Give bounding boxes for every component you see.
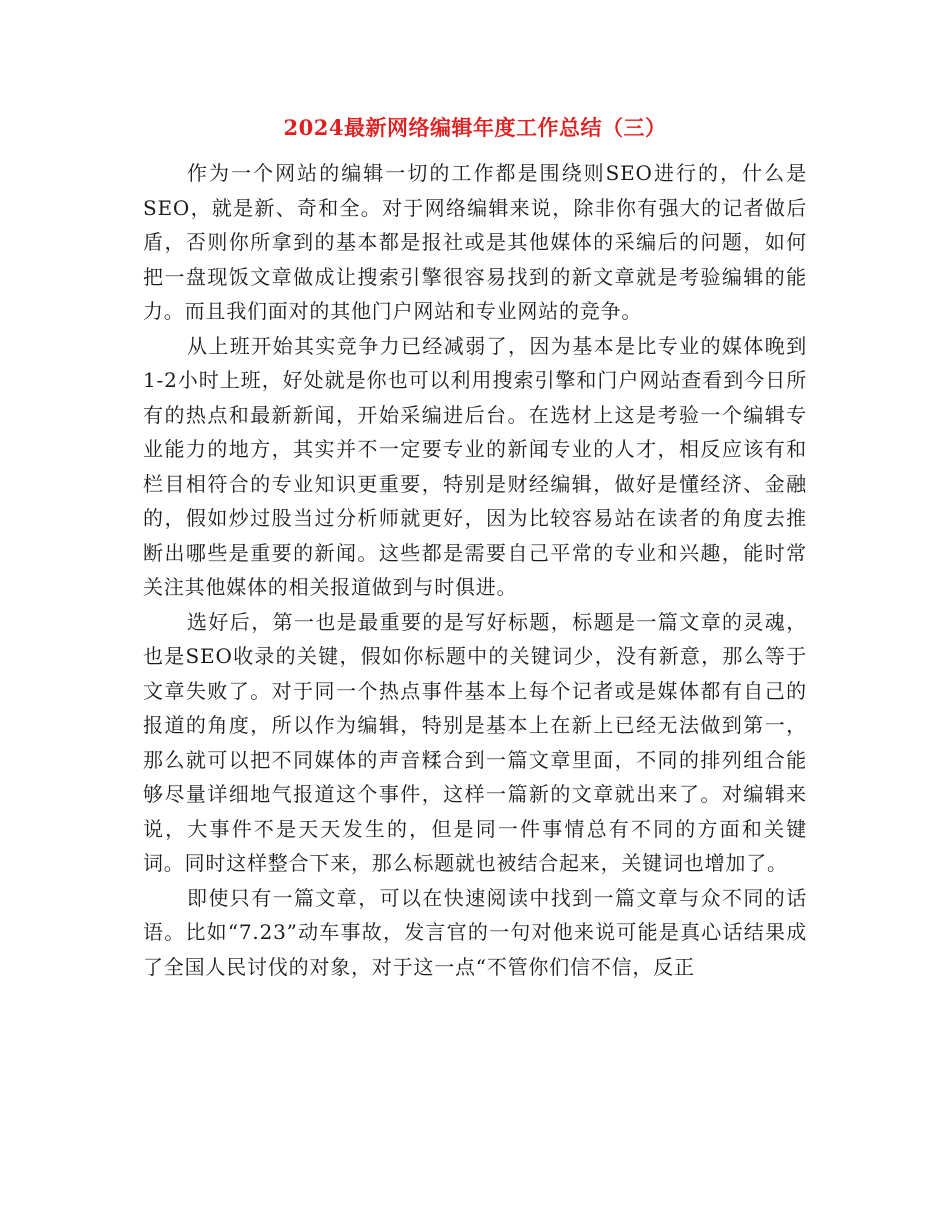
paragraph-3: 选好后，第一也是最重要的是写好标题，标题是一篇文章的灵魂，也是SEO收录的关键，假如你标题中的关键词少，没有新意，那么等于文章失败了。对于同一个热点事件基本上每个记者或是媒体都有自己的报道的角度，所以作为编辑，特别是基本上在新上已经无法做到第一，那么就可以把不同媒体的声音糅合到一篇文章里面，不同的排列组合能够尽量详细地气报道这个事件，这样一篇新的文章就出来了。对编辑来说，大事件不是天天发生的，但是同一件事情总有不同的方面和关键词。同时这样整合下来，那么标题就也被结合起来，关键词也增加了。: [143, 609, 807, 875]
paragraph-4: 即使只有一篇文章，可以在快速阅读中找到一篇文章与众不同的话语。比如“7.23”动车事故，发言官的一句对他来说可能是真心话结果成了全国人民讨伐的对象，对于这一点“不管你们信不信，反正: [143, 885, 807, 979]
paragraph-1: 作为一个网站的编辑一切的工作都是围绕则SEO进行的，什么是SEO，就是新、奇和全。对于网络编辑来说，除非你有强大的记者做后盾，否则你所拿到的基本都是报社或是其他媒体的采编后的问题，如何把一盘现饭文章做成让搜索引擎很容易找到的新文章就是考验编辑的能力。而且我们面对的其他门户网站和专业网站的竞争。: [143, 161, 807, 323]
document-title: 2024最新网络编辑年度工作总结（三）: [283, 115, 667, 140]
paragraph-2: 从上班开始其实竞争力已经减弱了，因为基本是比专业的媒体晚到1-2小时上班，好处就是你也可以利用搜索引擎和门户网站查看到今日所有的热点和最新新闻，开始采编进后台。在选材上这是考验一个编辑专业能力的地方，其实并不一定要专业的新闻专业的人才，相反应该有和栏目相符合的专业知识更重要，特别是财经编辑，做好是懂经济、金融的，假如炒过股当过分析师就更好，因为比较容易站在读者的角度去推断出哪些是重要的新闻。这些都是需要自己平常的专业和兴趣，能时常关注其他媒体的相关报道做到与时俱进。: [143, 333, 807, 599]
document-body: [143, 156, 807, 984]
